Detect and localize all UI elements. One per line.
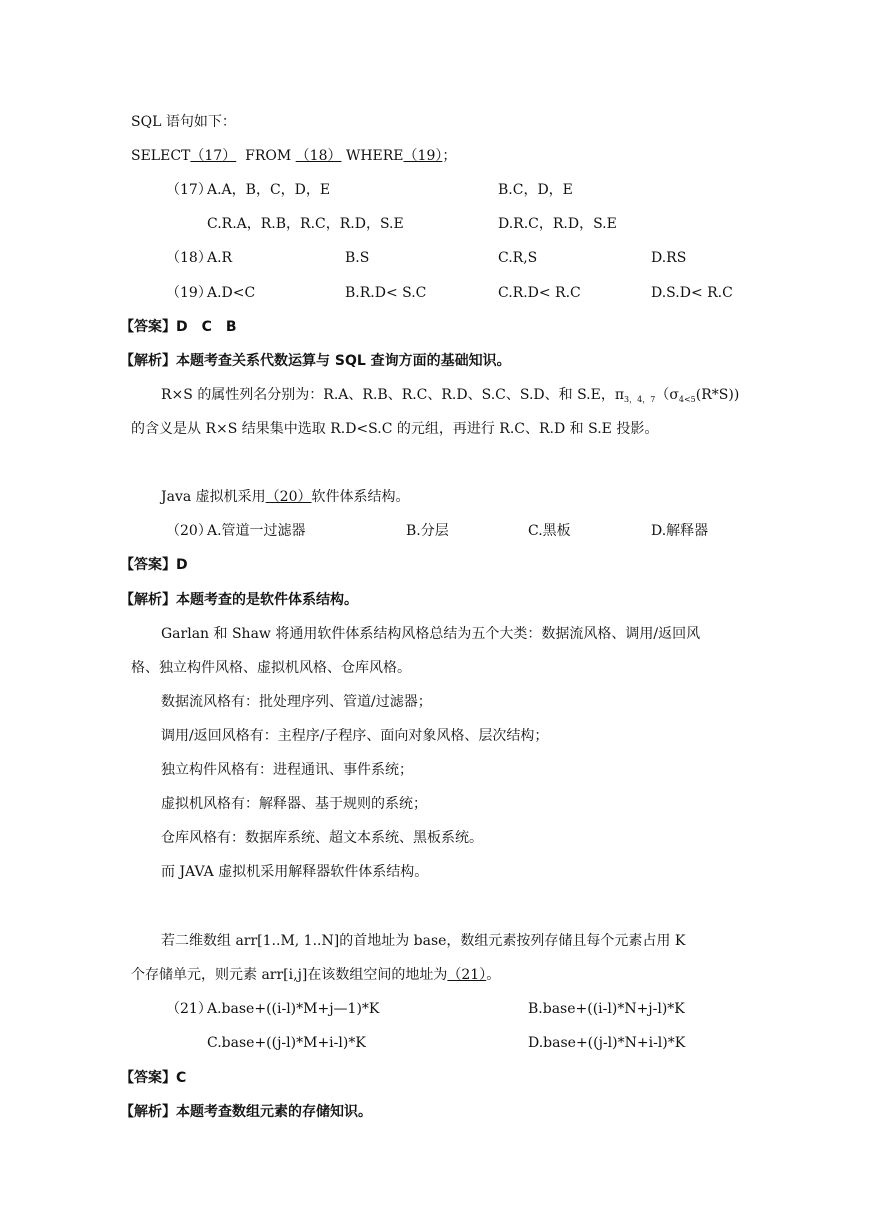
option-21-b: B.base+((i-l)*N+j-l)*K <box>528 1001 685 1017</box>
answer-17-19 <box>120 320 237 334</box>
explanation-line-2: 的含义是从 R×S 结果集中选取 R.D<S.C 的元组，再进行 R.C、R.D 和 S.E 投影。 <box>131 421 659 437</box>
option-number-19: （19） <box>166 285 212 301</box>
analysis-20 <box>120 593 358 607</box>
analysis-20-item-2: 调用/返回风格有：主程序/子程序、面向对象风格、层次结构； <box>161 728 549 744</box>
sql-statement <box>131 149 456 163</box>
option-17-b: B.C，D，E <box>498 182 573 198</box>
question-21-stem-line-1: 若二维数组 arr[1..M, 1..N]的首地址为 base，数组元素按列存储且每个元素占用 K <box>161 933 686 949</box>
option-21-d: D.base+((j-l)*N+i-l)*K <box>528 1035 686 1051</box>
analysis-20-para-1-cont: 格、独立构件风格、虚拟机风格、仓库风格。 <box>131 660 411 676</box>
sql-intro: SQL 语句如下： <box>131 114 236 130</box>
answer-20 <box>120 558 188 572</box>
select-keyword: SELECT <box>131 148 191 164</box>
answer-value: D C B <box>176 319 237 335</box>
option-20-d: D.解释器 <box>651 523 709 539</box>
option-number-21: （21） <box>166 1001 212 1017</box>
option-17-a: A.A，B，C，D，E <box>207 182 331 198</box>
option-number-17: （17） <box>166 182 212 198</box>
analysis-20-item-3: 独立构件风格有：进程通讯、事件系统； <box>161 762 413 778</box>
option-19-d: D.S.D< R.C <box>651 285 733 301</box>
answer-value: D <box>176 557 188 573</box>
blank-21: （21） <box>447 967 487 983</box>
analysis-20-conclusion: 而 JAVA 虚拟机采用解释器软件体系结构。 <box>161 864 429 880</box>
option-21-c: C.base+((j-l)*M+i-l)*K <box>207 1035 366 1051</box>
analysis-text: 本题考查的是软件体系结构。 <box>176 592 358 608</box>
analysis-label: 【解析】 <box>120 353 176 369</box>
analysis-label: 【解析】 <box>120 1104 176 1120</box>
explanation-line-1 <box>161 388 739 404</box>
analysis-20-item-4: 虚拟机风格有：解释器、基于规则的系统； <box>161 796 427 812</box>
option-20-c: C.黑板 <box>528 523 571 539</box>
option-number-18: （18） <box>166 250 212 266</box>
blank-19: （19） <box>403 148 443 164</box>
option-20-b: B.分层 <box>406 523 449 539</box>
analysis-20-item-5: 仓库风格有：数据库系统、超文本系统、黑板系统。 <box>161 830 483 846</box>
answer-label: 【答案】 <box>120 557 176 573</box>
option-19-a: A.D<C <box>207 285 256 301</box>
blank-17: （17） <box>190 148 237 164</box>
option-17-c: C.R.A，R.B，R.C，R.D，S.E <box>207 216 404 232</box>
analysis-20-item-1: 数据流风格有：批处理序列、管道/过滤器； <box>161 694 432 710</box>
selection-symbol: （σ <box>655 387 679 403</box>
option-17-d: D.R.C，R.D，S.E <box>498 216 617 232</box>
answer-value: C <box>176 1070 187 1086</box>
stem-text: 个存储单元，则元素 arr[i,j]在该数组空间的地址为 <box>131 967 448 983</box>
analysis-21 <box>120 1105 372 1119</box>
explanation-text: R×S 的属性列名分别为：R.A、R.B、R.C、R.D、S.C、S.D、和 S.E，π <box>161 387 625 403</box>
option-21-a: A.base+((i-l)*M+j—1)*K <box>207 1001 380 1017</box>
from-keyword: FROM <box>245 148 292 164</box>
analysis-text: 本题考查关系代数运算与 SQL 查询方面的基础知识。 <box>176 353 511 369</box>
answer-label: 【答案】 <box>120 1070 176 1086</box>
option-18-b: B.S <box>345 250 370 266</box>
option-18-a: A.R <box>207 250 233 266</box>
analysis-20-para-1: Garlan 和 Shaw 将通用软件体系结构风格总结为五个大类：数据流风格、调用/返回风 <box>161 626 701 642</box>
analysis-label: 【解析】 <box>120 592 176 608</box>
option-number-20: （20） <box>166 523 212 539</box>
analysis-text: 本题考查数组元素的存储知识。 <box>176 1104 372 1120</box>
answer-21 <box>120 1071 186 1085</box>
statement-end: ； <box>442 148 457 164</box>
blank-18: （18） <box>295 148 342 164</box>
stem-text: 软件体系结构。 <box>311 489 410 505</box>
projection-subscript: 3，4，7 <box>624 395 656 404</box>
blank-20: （20） <box>265 489 312 505</box>
question-20-stem <box>161 490 410 504</box>
option-19-c: C.R.D< R.C <box>498 285 581 301</box>
option-18-c: C.R,S <box>498 250 538 266</box>
answer-label: 【答案】 <box>120 319 176 335</box>
stem-text: 。 <box>486 967 501 983</box>
where-keyword: WHERE <box>345 148 404 164</box>
option-20-a: A.管道一过滤器 <box>207 523 306 539</box>
analysis-17-19 <box>120 354 511 368</box>
stem-text: Java 虚拟机采用 <box>161 489 266 505</box>
selection-subscript: 4<5 <box>678 395 696 404</box>
relation-product: (R*S)) <box>695 387 740 403</box>
question-21-stem-line-2 <box>131 968 500 982</box>
option-19-b: B.R.D< S.C <box>345 285 427 301</box>
option-18-d: D.RS <box>651 250 687 266</box>
